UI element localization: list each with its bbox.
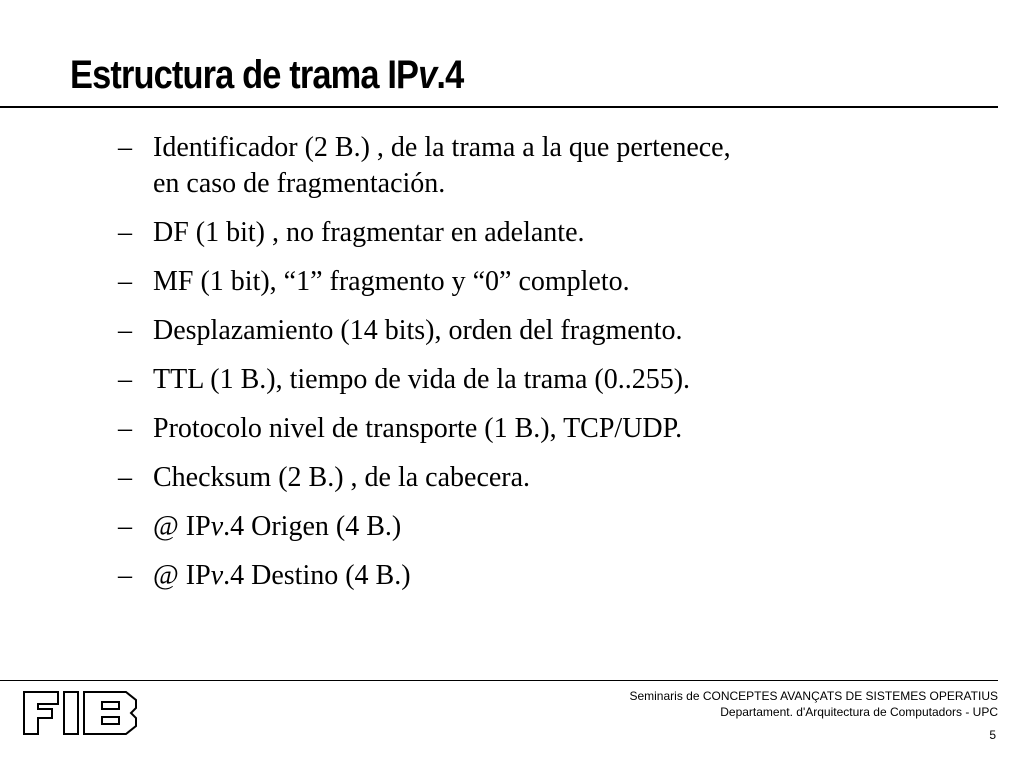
title-divider xyxy=(0,106,998,108)
bullet-dash: – xyxy=(118,560,132,591)
bullet-text: Identificador (2 B.) , de la trama a la que pertenece, xyxy=(153,132,731,163)
bullet-text-italic: v xyxy=(210,560,224,591)
bullet-text xyxy=(153,558,978,594)
title-suffix: .4 xyxy=(436,53,464,97)
bullet-dash: – xyxy=(118,364,132,395)
bullet-item-protocolo xyxy=(118,411,978,447)
bullet-item-desplazamiento xyxy=(118,313,978,349)
bullet-dash: – xyxy=(118,315,132,346)
bullet-text-continuation: en caso de fragmentación. xyxy=(153,168,446,199)
bullet-dash: – xyxy=(118,413,132,444)
fib-logo xyxy=(22,690,138,736)
bullet-text: Protocolo nivel de transporte (1 B.), TCP/UDP. xyxy=(153,413,683,444)
bullet-dash: – xyxy=(118,511,132,542)
bullet-dash: – xyxy=(118,266,132,297)
bullet-list xyxy=(118,130,978,607)
footer-divider xyxy=(0,680,998,681)
footer-credits xyxy=(629,688,998,720)
bullet-text xyxy=(153,509,978,545)
footer-department-line: Departament. d'Arquitectura de Computadors - UPC xyxy=(720,705,998,719)
bullet-text: MF (1 bit), “1” fragmento y “0” completo. xyxy=(153,266,630,297)
bullet-dash: – xyxy=(118,462,132,493)
bullet-item-mf xyxy=(118,264,978,300)
title-prefix: Estructura de trama IP xyxy=(70,53,419,97)
bullet-text-suffix: .4 Origen (4 B.) xyxy=(223,511,402,542)
bullet-item-ttl xyxy=(118,362,978,398)
bullet-text: DF (1 bit) , no fragmentar en adelante. xyxy=(153,217,585,248)
bullet-text: TTL (1 B.), tiempo de vida de la trama (0..255). xyxy=(153,364,691,395)
bullet-item-df xyxy=(118,215,978,251)
bullet-text-prefix: @ IP xyxy=(153,511,211,542)
slide-title xyxy=(70,52,463,98)
bullet-text: Checksum (2 B.) , de la cabecera. xyxy=(153,462,531,493)
bullet-dash: – xyxy=(118,132,132,163)
bullet-text-italic: v xyxy=(210,511,224,542)
title-italic: v xyxy=(418,53,437,97)
footer-seminar-line: Seminaris de CONCEPTES AVANÇATS DE SISTEMES OPERATIUS xyxy=(629,689,998,703)
bullet-text: Desplazamiento (14 bits), orden del fragmento. xyxy=(153,315,683,346)
bullet-text-prefix: @ IP xyxy=(153,560,211,591)
bullet-item-checksum xyxy=(118,460,978,496)
bullet-text-suffix: .4 Destino (4 B.) xyxy=(223,560,411,591)
bullet-item-origen xyxy=(118,509,978,545)
bullet-item-destino xyxy=(118,558,978,594)
page-number: 5 xyxy=(989,728,996,742)
bullet-dash: – xyxy=(118,217,132,248)
bullet-item-identificador xyxy=(118,130,978,202)
